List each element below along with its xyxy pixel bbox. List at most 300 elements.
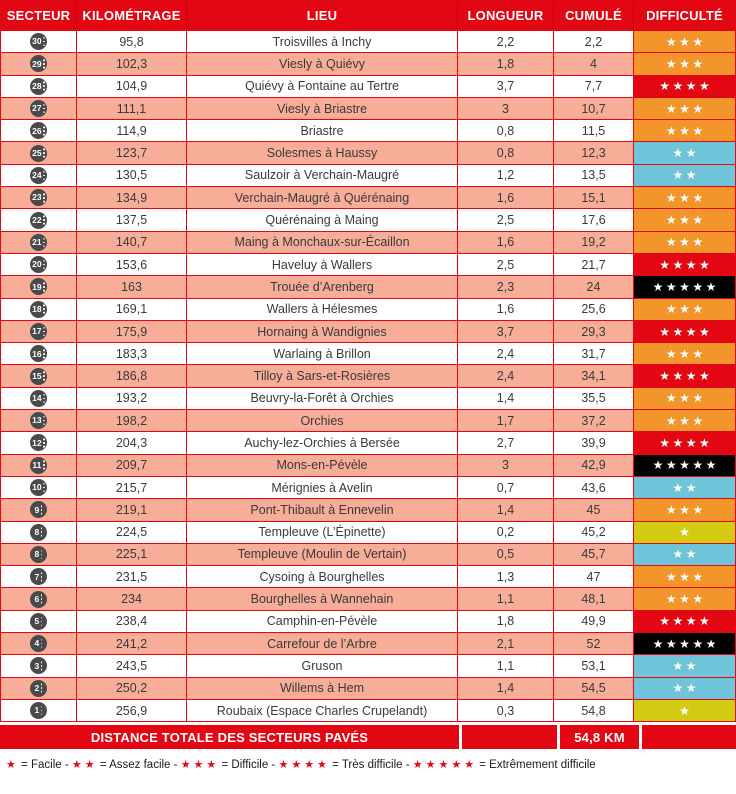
kilometrage-cell-text: 241,2	[115, 636, 148, 651]
cobble-dots-icon	[43, 197, 45, 199]
kilometrage-cell	[77, 53, 187, 74]
table-row	[1, 75, 735, 97]
lieu-cell-text: Carrefour de l’Arbre	[267, 636, 377, 651]
sector-number: 30	[32, 36, 42, 47]
secteur-cell	[1, 142, 77, 163]
cumule-cell	[554, 276, 634, 297]
sector-number-badge	[30, 33, 47, 50]
longueur-cell-text: 2,4	[496, 346, 515, 361]
sector-number-badge	[30, 234, 47, 251]
secteur-cell	[1, 611, 77, 632]
table-row	[1, 677, 735, 699]
total-distance-bar	[0, 725, 736, 749]
legend-stars: ★★★	[180, 759, 220, 772]
difficulty-cell	[634, 566, 735, 587]
longueur-cell	[458, 120, 554, 141]
lieu-cell-text: Bourghelles à Wannehain	[250, 592, 394, 607]
sector-number-badge	[30, 457, 47, 474]
kilometrage-cell-text: 243,5	[115, 658, 148, 673]
longueur-cell-text: 1,4	[496, 681, 515, 696]
kilometrage-cell	[77, 98, 187, 119]
longueur-cell	[458, 343, 554, 364]
total-longueur-cell-empty	[462, 725, 557, 749]
longueur-cell	[458, 678, 554, 699]
difficulty-cell	[634, 232, 735, 253]
secteur-cell	[1, 187, 77, 208]
longueur-cell	[458, 365, 554, 386]
kilometrage-cell	[77, 611, 187, 632]
sector-number-badge	[30, 524, 47, 541]
secteur-cell	[1, 98, 77, 119]
kilometrage-cell	[77, 165, 187, 186]
legend-stars: ★★	[71, 759, 98, 772]
longueur-cell-text: 2,5	[496, 257, 515, 272]
longueur-cell	[458, 254, 554, 275]
difficulty-cell	[634, 321, 735, 342]
kilometrage-cell-text: 153,6	[115, 257, 148, 272]
sector-number: 15	[32, 370, 42, 381]
secteur-cell	[1, 566, 77, 587]
table-row	[1, 342, 735, 364]
difficulty-cell	[634, 678, 735, 699]
secteur-cell	[1, 700, 77, 721]
secteur-cell	[1, 410, 77, 431]
difficulty-stars: ★★★	[665, 569, 706, 584]
difficulty-stars: ★★★	[665, 123, 706, 138]
kilometrage-cell-text: 134,9	[115, 190, 148, 205]
longueur-cell	[458, 432, 554, 453]
kilometrage-cell-text: 204,3	[115, 435, 148, 450]
table-row	[1, 97, 735, 119]
longueur-cell-text: 1,6	[496, 190, 515, 205]
difficulty-stars: ★★★★	[659, 257, 713, 272]
difficulty-cell	[634, 633, 735, 654]
kilometrage-cell	[77, 187, 187, 208]
sector-number: 25	[32, 147, 42, 158]
kilometrage-cell-text: 114,9	[116, 123, 147, 138]
kilometrage-cell-text: 111,1	[116, 101, 147, 116]
sector-number: 4	[34, 638, 40, 649]
lieu-cell	[187, 254, 458, 275]
lieu-cell	[187, 432, 458, 453]
sector-number-badge	[30, 434, 47, 451]
sector-number-badge	[30, 635, 47, 652]
cumule-cell-text: 54,5	[581, 681, 606, 696]
secteur-cell	[1, 499, 77, 520]
kilometrage-cell	[77, 678, 187, 699]
table-row	[1, 275, 735, 297]
lieu-cell-text: Templeuve (Moulin de Vertain)	[237, 547, 407, 562]
secteur-cell	[1, 53, 77, 74]
sector-number: 3	[34, 660, 40, 671]
cumule-cell	[554, 254, 634, 275]
cumule-cell	[554, 76, 634, 97]
kilometrage-cell-text: 193,2	[115, 391, 148, 406]
cumule-cell	[554, 544, 634, 565]
header-cell-kilomtrage: KILOMÉTRAGE	[77, 1, 187, 30]
cumule-cell	[554, 432, 634, 453]
difficulty-stars: ★★★★	[659, 369, 713, 384]
kilometrage-cell-text: 130,5	[115, 168, 148, 183]
legend-label: = Extrêmement difficile	[476, 758, 596, 771]
kilometrage-cell	[77, 522, 187, 543]
cumule-cell	[554, 98, 634, 119]
longueur-cell	[458, 544, 554, 565]
longueur-cell-text: 2,4	[496, 369, 515, 384]
cumule-cell-text: 37,2	[581, 413, 606, 428]
longueur-cell-text: 0,2	[496, 525, 515, 540]
lieu-cell-text: Haveluy à Wallers	[271, 257, 373, 272]
cumule-cell	[554, 388, 634, 409]
kilometrage-cell	[77, 588, 187, 609]
cumule-cell	[554, 588, 634, 609]
cumule-cell	[554, 232, 634, 253]
kilometrage-cell	[77, 365, 187, 386]
sector-number: 7	[34, 571, 40, 582]
sector-number-badge	[30, 657, 47, 674]
table-row	[1, 52, 735, 74]
cumule-cell-text: 2,2	[584, 34, 603, 49]
legend-stars: ★	[6, 759, 19, 772]
lieu-cell	[187, 678, 458, 699]
sector-number: 21	[32, 237, 42, 248]
cumule-cell-text: 12,3	[581, 146, 606, 161]
lieu-cell	[187, 499, 458, 520]
cumule-cell-text: 42,9	[581, 458, 606, 473]
lieu-cell	[187, 76, 458, 97]
kilometrage-cell	[77, 432, 187, 453]
secteur-cell	[1, 209, 77, 230]
kilometrage-cell	[77, 31, 187, 52]
longueur-cell-text: 2,3	[496, 279, 515, 294]
cumule-cell	[554, 120, 634, 141]
cumule-cell	[554, 365, 634, 386]
kilometrage-cell-text: 238,4	[115, 614, 148, 629]
difficulty-cell	[634, 388, 735, 409]
kilometrage-cell-text: 137,5	[115, 213, 148, 228]
sector-number-badge	[30, 368, 47, 385]
lieu-cell-text: Quérénaing à Maing	[265, 213, 379, 228]
legend-label: = Très difficile -	[328, 758, 413, 771]
kilometrage-cell-text: 102,3	[115, 56, 148, 71]
table-row	[1, 364, 735, 386]
cumule-cell-text: 7,7	[584, 79, 603, 94]
kilometrage-cell	[77, 455, 187, 476]
header-cell-cumul: CUMULÉ	[554, 1, 634, 30]
cumule-cell	[554, 566, 634, 587]
header-cell-longueur: LONGUEUR	[458, 1, 554, 30]
difficulty-stars: ★★★★★	[652, 636, 719, 651]
cumule-cell	[554, 410, 634, 431]
difficulty-stars: ★★	[672, 547, 699, 562]
lieu-cell	[187, 544, 458, 565]
difficulty-stars: ★★★	[665, 235, 706, 250]
kilometrage-cell-text: 175,9	[115, 324, 148, 339]
sector-number-badge	[30, 100, 47, 117]
sector-number-badge	[30, 301, 47, 318]
difficulty-stars: ★★★★	[659, 324, 713, 339]
longueur-cell	[458, 633, 554, 654]
table-row	[1, 298, 735, 320]
cobble-dots-icon	[41, 576, 43, 578]
cumule-cell-text: 24	[586, 279, 601, 294]
sector-number: 20	[32, 259, 42, 270]
longueur-cell	[458, 187, 554, 208]
sector-number-badge	[30, 323, 47, 340]
lieu-cell-text: Hornaing à Wandignies	[257, 324, 387, 339]
secteur-cell	[1, 31, 77, 52]
secteur-cell	[1, 678, 77, 699]
longueur-cell	[458, 299, 554, 320]
kilometrage-cell	[77, 655, 187, 676]
cobble-dots-icon	[41, 643, 43, 645]
cumule-cell	[554, 455, 634, 476]
header-cell-lieu: LIEU	[187, 1, 458, 30]
lieu-cell	[187, 232, 458, 253]
difficulty-stars: ★★★	[665, 101, 706, 116]
cobble-dots-icon	[43, 130, 45, 132]
cumule-cell	[554, 165, 634, 186]
table-row	[1, 119, 735, 141]
kilometrage-cell-text: 224,5	[115, 525, 148, 540]
secteur-cell	[1, 343, 77, 364]
sector-number-badge	[30, 680, 47, 697]
longueur-cell	[458, 98, 554, 119]
sector-number: 22	[32, 214, 42, 225]
difficulty-cell	[634, 455, 735, 476]
cumule-cell-text: 31,7	[581, 346, 606, 361]
cumule-cell	[554, 499, 634, 520]
sector-number: 29	[32, 58, 42, 69]
sector-number: 14	[32, 393, 42, 404]
sector-number: 23	[32, 192, 42, 203]
longueur-cell-text: 3,7	[496, 79, 515, 94]
sector-number: 12	[32, 437, 42, 448]
longueur-cell-text: 1,1	[496, 658, 515, 673]
difficulty-cell	[634, 655, 735, 676]
sector-number-badge	[30, 501, 47, 518]
table-row	[1, 320, 735, 342]
cumule-cell	[554, 522, 634, 543]
secteur-cell	[1, 254, 77, 275]
longueur-cell-text: 1,1	[496, 592, 515, 607]
longueur-cell-text: 1,8	[496, 56, 515, 71]
kilometrage-cell	[77, 232, 187, 253]
cumule-cell	[554, 187, 634, 208]
sector-number: 9	[34, 504, 40, 515]
longueur-cell	[458, 588, 554, 609]
difficulty-cell	[634, 53, 735, 74]
longueur-cell	[458, 31, 554, 52]
difficulty-legend	[0, 758, 736, 771]
longueur-cell	[458, 276, 554, 297]
cumule-cell-text: 21,7	[581, 257, 606, 272]
lieu-cell	[187, 142, 458, 163]
lieu-cell-text: Mérignies à Avelin	[271, 480, 373, 495]
kilometrage-cell	[77, 299, 187, 320]
table-row	[1, 476, 735, 498]
table-row	[1, 610, 735, 632]
sector-number-badge	[30, 568, 47, 585]
kilometrage-cell-text: 219,1	[115, 502, 148, 517]
lieu-cell	[187, 655, 458, 676]
difficulty-stars: ★	[679, 703, 693, 718]
lieu-cell-text: Solesmes à Haussy	[266, 146, 378, 161]
sector-number: 1	[34, 705, 40, 716]
cumule-cell	[554, 700, 634, 721]
table-row	[1, 454, 735, 476]
difficulty-stars: ★★★	[665, 592, 706, 607]
kilometrage-cell-text: 250,2	[115, 681, 148, 696]
longueur-cell	[458, 142, 554, 163]
lieu-cell-text: Tilloy à Sars-et-Rosières	[253, 369, 391, 384]
cumule-cell-text: 15,1	[581, 190, 606, 205]
longueur-cell-text: 2,7	[496, 435, 515, 450]
sector-number-badge	[30, 390, 47, 407]
table-row	[1, 654, 735, 676]
table-row	[1, 231, 735, 253]
lieu-cell	[187, 410, 458, 431]
longueur-cell-text: 1,6	[496, 235, 515, 250]
kilometrage-cell	[77, 544, 187, 565]
cumule-cell	[554, 655, 634, 676]
kilometrage-cell-text: 198,2	[115, 413, 148, 428]
difficulty-cell	[634, 588, 735, 609]
cobble-dots-icon	[43, 108, 45, 110]
cobble-dots-icon	[41, 687, 43, 689]
difficulty-stars: ★★★	[665, 34, 706, 49]
lieu-cell	[187, 165, 458, 186]
cumule-cell-text: 25,6	[581, 302, 606, 317]
difficulty-stars: ★★★	[665, 502, 706, 517]
cumule-cell	[554, 477, 634, 498]
cobble-dots-icon	[43, 331, 45, 333]
difficulty-stars: ★★★	[665, 213, 706, 228]
lieu-cell-text: Viesly à Briastre	[276, 101, 368, 116]
lieu-cell	[187, 365, 458, 386]
difficulty-cell	[634, 254, 735, 275]
lieu-cell-text: Willems à Hem	[279, 681, 365, 696]
lieu-cell	[187, 31, 458, 52]
secteur-cell	[1, 232, 77, 253]
sector-number-badge	[30, 55, 47, 72]
secteur-cell	[1, 455, 77, 476]
longueur-cell-text: 1,8	[496, 614, 515, 629]
table-row	[1, 253, 735, 275]
sector-number: 5	[34, 616, 40, 627]
cumule-cell	[554, 633, 634, 654]
secteur-cell	[1, 655, 77, 676]
sector-number: 6	[34, 593, 40, 604]
cumule-cell-text: 45	[586, 502, 601, 517]
table-row	[1, 565, 735, 587]
sector-number-badge	[30, 479, 47, 496]
kilometrage-cell-text: 95,8	[119, 34, 144, 49]
kilometrage-cell	[77, 477, 187, 498]
kilometrage-cell-text: 225,1	[115, 547, 148, 562]
kilometrage-cell	[77, 499, 187, 520]
table-row	[1, 699, 735, 721]
cobble-dots-icon	[41, 598, 43, 600]
cumule-cell-text: 19,2	[581, 235, 606, 250]
sector-number: 28	[32, 80, 42, 91]
difficulty-cell	[634, 142, 735, 163]
cumule-cell	[554, 209, 634, 230]
cumule-cell-text: 4	[590, 56, 597, 71]
table-row	[1, 431, 735, 453]
cobble-dots-icon	[43, 464, 45, 466]
lieu-cell-text: Auchy-lez-Orchies à Bersée	[244, 435, 400, 450]
longueur-cell-text: 0,5	[496, 547, 515, 562]
cobble-dots-icon	[43, 375, 45, 377]
longueur-cell	[458, 499, 554, 520]
cobble-dots-icon	[43, 152, 45, 154]
cumule-cell-text: 47	[586, 569, 601, 584]
longueur-cell	[458, 76, 554, 97]
cobble-dots-icon	[41, 665, 43, 667]
cumule-cell-text: 48,1	[581, 592, 606, 607]
longueur-cell-text: 3	[502, 101, 509, 116]
secteur-cell	[1, 365, 77, 386]
lieu-cell-text: Roubaix (Espace Charles Crupelandt)	[216, 703, 428, 718]
difficulty-cell	[634, 432, 735, 453]
lieu-cell-text: Verchain-Maugré à Quérénaing	[234, 190, 410, 205]
lieu-cell-text: Beuvry-la-Forêt à Orchies	[250, 391, 394, 406]
kilometrage-cell-text: 256,9	[115, 703, 148, 718]
cumule-cell-text: 34,1	[581, 369, 606, 384]
longueur-cell	[458, 700, 554, 721]
difficulty-stars: ★★★	[665, 413, 706, 428]
sector-number-badge	[30, 122, 47, 139]
table-row	[1, 208, 735, 230]
cumule-cell	[554, 678, 634, 699]
longueur-cell	[458, 566, 554, 587]
legend-label: = Assez facile -	[96, 758, 181, 771]
sector-number-badge	[30, 345, 47, 362]
lieu-cell-text: Orchies	[300, 413, 344, 428]
cumule-cell-text: 11,5	[581, 123, 606, 138]
secteur-cell	[1, 120, 77, 141]
cumule-cell-text: 52	[586, 636, 601, 651]
sector-number: 8	[34, 549, 40, 560]
lieu-cell-text: Briastre	[300, 123, 344, 138]
kilometrage-cell	[77, 700, 187, 721]
lieu-cell-text: Cysoing à Bourghelles	[259, 569, 385, 584]
difficulty-cell	[634, 276, 735, 297]
lieu-cell-text: Viesly à Quiévy	[279, 56, 365, 71]
secteur-cell	[1, 299, 77, 320]
cumule-cell-text: 45,2	[581, 525, 606, 540]
table-header-row	[1, 1, 735, 30]
cobble-dots-icon	[43, 286, 45, 288]
cobble-dots-icon	[43, 308, 45, 310]
table-row	[1, 587, 735, 609]
sector-number: 13	[32, 415, 42, 426]
lieu-cell-text: Saulzoir à Verchain-Maugré	[244, 168, 400, 183]
difficulty-stars: ★★★	[665, 391, 706, 406]
longueur-cell	[458, 232, 554, 253]
difficulty-stars: ★★★	[665, 56, 706, 71]
secteur-cell	[1, 321, 77, 342]
difficulty-cell	[634, 544, 735, 565]
cobble-dots-icon	[43, 353, 45, 355]
cumule-cell-text: 10,7	[581, 101, 606, 116]
lieu-cell-text: Wallers à Hélesmes	[266, 302, 378, 317]
longueur-cell	[458, 388, 554, 409]
difficulty-stars: ★★★★★	[652, 458, 719, 473]
secteur-cell	[1, 432, 77, 453]
difficulty-stars: ★★	[672, 658, 699, 673]
